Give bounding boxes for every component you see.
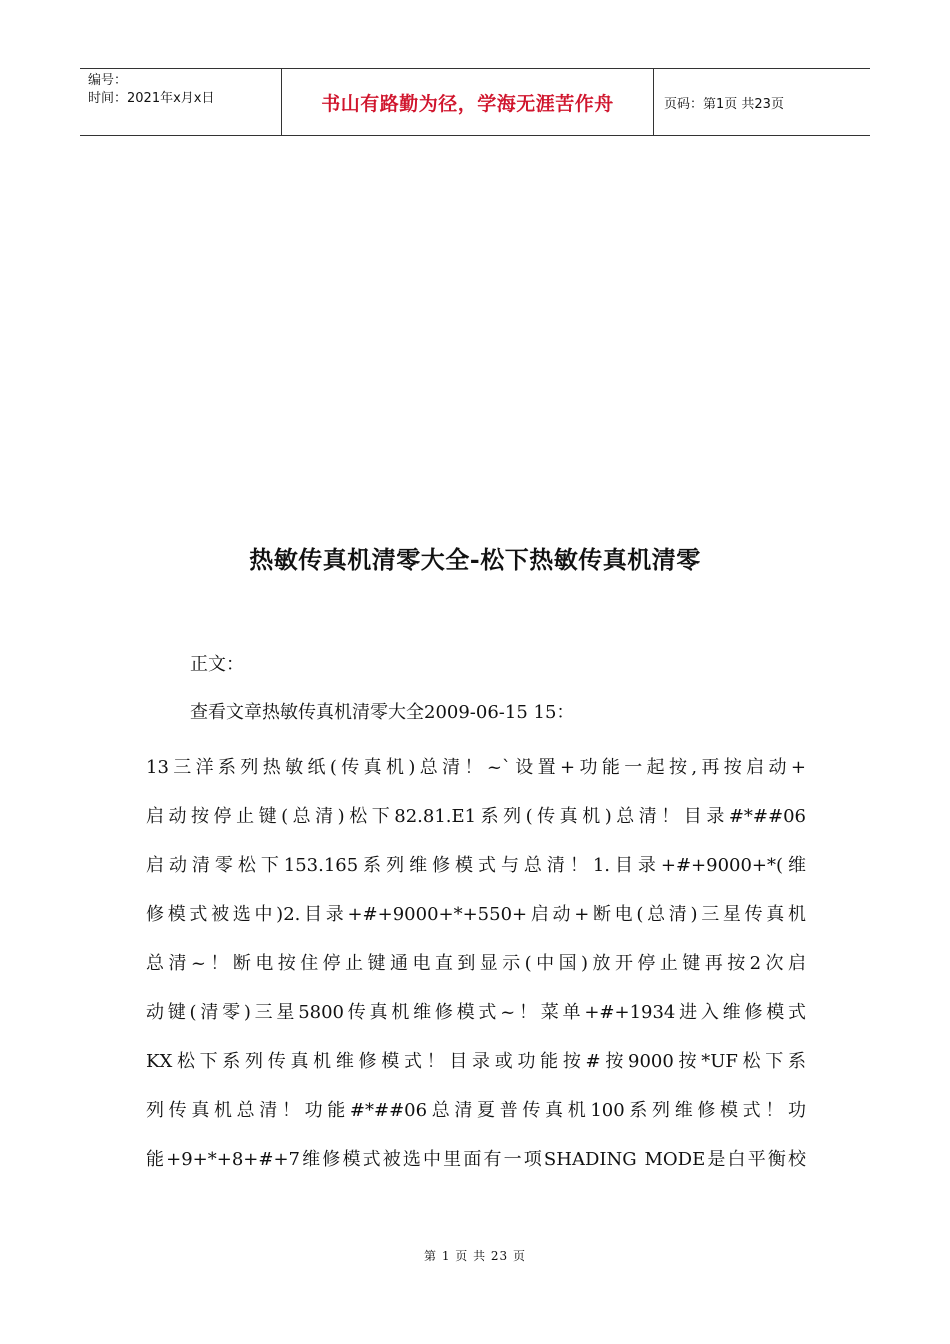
header-page-info: 页码：第1页 共23页 bbox=[664, 96, 784, 112]
page-footer: 第 1 页 共 23 页 bbox=[424, 1249, 526, 1263]
body-line: 能+9+*+8+#+7维修模式被选中里面有一项SHADING MODE是白平衡校 bbox=[146, 1149, 806, 1170]
header-motto: 书山有路勤为径，学海无涯苦作舟 bbox=[282, 69, 654, 135]
body-line: 动键(清零)三星5800传真机维修模式~！菜单+#+1934进入维修模式 bbox=[146, 1002, 806, 1023]
body-line: 启动清零松下153.165系列维修模式与总清！1.目录+#+9000+*(维 bbox=[146, 855, 806, 876]
intro-label: 正文： bbox=[190, 654, 244, 675]
body-line: 启动按停止键(总清)松下82.81.E1系列(传真机)总清！目录#*##06 bbox=[146, 806, 806, 827]
body-line: 修模式被选中)2.目录+#+9000+*+550+启动+断电(总清)三星传真机 bbox=[146, 904, 806, 925]
body-line: 总清~！断电按住停止键通电直到显示(中国)放开停止键再按2次启 bbox=[146, 953, 806, 974]
body-line: 13三洋系列热敏纸(传真机)总清！~`设置+功能一起按,再按启动+ bbox=[146, 757, 806, 778]
body-line: 列传真机总清！功能#*##06总清夏普传真机100系列维修模式！功 bbox=[146, 1100, 806, 1121]
header-meta bbox=[80, 69, 282, 135]
number-label: 编号： bbox=[88, 73, 128, 88]
body-line: KX松下系列传真机维修模式！目录或功能按#按9000按*UF松下系 bbox=[146, 1051, 806, 1072]
document-title: 热敏传真机清零大全-松下热敏传真机清零 bbox=[249, 545, 701, 574]
body-text bbox=[146, 743, 806, 1184]
date-label: 时间：2021年x月x日 bbox=[88, 91, 215, 106]
document-header bbox=[80, 68, 870, 136]
intro-line: 查看文章热敏传真机清零大全2009-06-15 15： bbox=[190, 702, 575, 723]
